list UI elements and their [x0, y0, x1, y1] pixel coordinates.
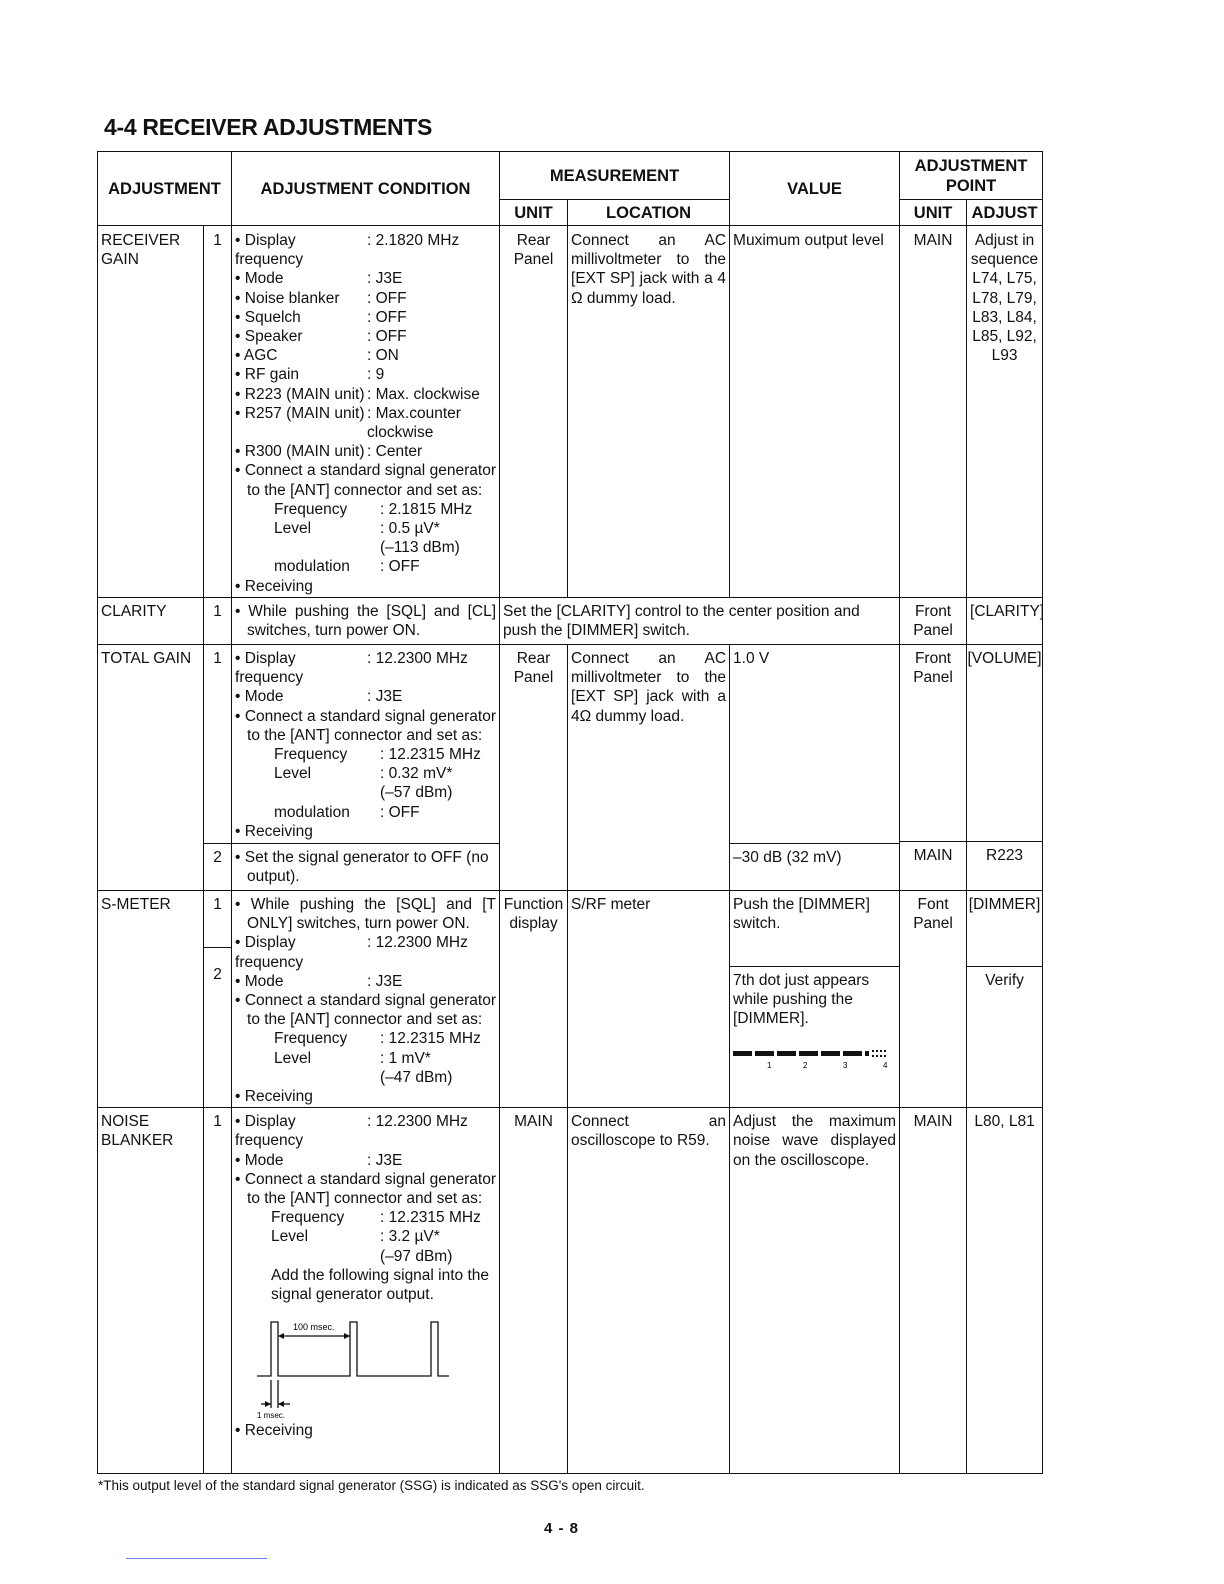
- value: Adjust the maximum noise wave displayed on the oscilloscope.: [730, 1108, 900, 1474]
- adjustment-condition: • While pushing the [SQL] and [T ONLY] switches, turn power ON. • Display frequency : 12.2300 MHz • Mode : J3E • Connect a standard signal generator to the [ANT] connector and set as: Frequency : 12.2315 MHz Level : 1 mV* (–47 dBm) • Receiving: [232, 891, 500, 1108]
- adjustment-condition: • Display frequency : 12.2300 MHz • Mode : J3E • Connect a standard signal generator to the [ANT] connector and set as: Frequency : 12.2315 MHz Level : 0.32 mV* (–57 dBm) modulation : OFF • Receiving: [232, 645, 500, 844]
- value: Muximum output level: [730, 226, 900, 598]
- receiver-adjustments-table: [97, 151, 1043, 1474]
- measurement-location: S/RF meter: [568, 891, 730, 1108]
- measurement-unit: Rear Panel: [500, 645, 568, 891]
- s-meter-dots-icon: [733, 1047, 889, 1071]
- adjustment-unit: MAIN: [900, 1108, 967, 1474]
- adjustment-unit: Front Panel: [900, 645, 966, 842]
- step-number: 2: [213, 966, 222, 983]
- adjustment-name: TOTAL GAIN: [98, 645, 204, 891]
- adjustment-point: Adjust in sequence L74, L75, L78, L79, L83, L84, L85, L92, L93: [967, 226, 1043, 598]
- adjustment-unit: MAIN: [913, 847, 953, 864]
- adjustment-point: [DIMMER]: [967, 891, 1042, 967]
- adjustment-unit-cell: [900, 645, 967, 891]
- adjustment-condition: • While pushing the [SQL] and [CL] switches, turn power ON.: [232, 598, 500, 645]
- measurement-location: Connect an oscilloscope to R59.: [568, 1108, 730, 1474]
- adjustment-point: [CLARITY]: [967, 598, 1043, 645]
- pulse-interval-label: 100 msec.: [293, 1322, 335, 1333]
- table-row: [98, 891, 1043, 1108]
- adjustment-unit: Font Panel: [900, 891, 967, 1108]
- value: Push the [DIMMER] switch.: [730, 891, 899, 967]
- measurement-instruction: Set the [CLARITY] control to the center position and push the [DIMMER] switch.: [500, 598, 900, 645]
- adjustment-condition: • Display frequency : 2.1820 MHz • Mode : J3E • Noise blanker : OFF • Squelch : OFF • Speaker : OFF • AGC : ON • RF gain : 9 • R223 (MAIN unit) : Max. clockwise • R257 (MAIN unit) : Max.counter clockwise • R300 (MAIN unit) : Center • Connect a standard signal generator to the [ANT] connector and set as: Frequency : 2.1815 MHz Level : 0.5 µV* (–113 dBm) modulation : OFF • Receiving: [232, 226, 500, 598]
- table-row: [98, 1108, 1043, 1474]
- step-number: 2: [204, 844, 232, 891]
- measurement-location: Connect an AC millivoltmeter to the [EXT SP] jack with a 4 Ω dummy load.: [568, 226, 730, 598]
- meter-scale-1: 1: [767, 1060, 772, 1070]
- step-number-cell: [204, 891, 232, 1108]
- step-number: 1: [204, 645, 232, 844]
- header-location: LOCATION: [568, 200, 730, 226]
- value: –30 dB (32 mV): [730, 844, 900, 891]
- header-measurement: MEASUREMENT: [500, 152, 730, 200]
- adjustment-point: L80, L81: [967, 1108, 1043, 1474]
- adjustment-unit: MAIN: [900, 226, 967, 598]
- divider: [126, 1558, 267, 1559]
- measurement-unit: MAIN: [500, 1108, 568, 1474]
- header-unit: UNIT: [500, 200, 568, 226]
- table-row: [98, 645, 1043, 844]
- pulse-waveform-diagram: [235, 1314, 465, 1421]
- meter-scale-3: 3: [843, 1060, 848, 1070]
- adjustment-point-cell: [967, 891, 1043, 1108]
- adjustment-condition: • Set the signal generator to OFF (no output).: [232, 844, 500, 891]
- header-adjustment-point: ADJUSTMENT POINT: [900, 152, 1043, 200]
- adjustment-point: [VOLUME]: [967, 645, 1042, 842]
- value-cell: [730, 891, 900, 1108]
- table-row: [98, 598, 1043, 645]
- meter-scale-2: 2: [803, 1060, 808, 1070]
- header-condition: ADJUSTMENT CONDITION: [232, 152, 500, 226]
- adjustment-unit: Front Panel: [900, 598, 967, 645]
- header-adjustment: ADJUSTMENT: [98, 152, 232, 226]
- adjustment-point: Verify: [985, 972, 1024, 989]
- page-title: 4-4 RECEIVER ADJUSTMENTS: [104, 114, 433, 140]
- step-number: 1: [204, 1108, 232, 1474]
- table-row: [98, 226, 1043, 598]
- step-number: 1: [204, 598, 232, 645]
- measurement-unit: Function display: [500, 891, 568, 1108]
- adjustment-condition: • Display frequency : 12.2300 MHz • Mode : J3E • Connect a standard signal generator to the [ANT] connector and set as: Frequency : 12.2315 MHz Level : 3.2 µV* (–97 dBm) Add the following signal into the signal generator output. 100 msec. 1 msec. • Receiving: [232, 1108, 500, 1474]
- footnote: *This output level of the standard signal generator (SSG) is indicated as SSG's open circuit.: [98, 1478, 645, 1493]
- adjustment-name: S-METER: [98, 891, 204, 1108]
- measurement-unit: Rear Panel: [500, 226, 568, 598]
- adjustment-point: R223: [986, 847, 1024, 864]
- step-number: 1: [204, 891, 231, 948]
- header-value: VALUE: [730, 152, 900, 226]
- value: 1.0 V: [730, 645, 900, 844]
- adjustment-name: CLARITY: [98, 598, 204, 645]
- measurement-location: Connect an AC millivoltmeter to the [EXT SP] jack with a 4Ω dummy load.: [568, 645, 730, 891]
- adjustment-name: RECEIVER GAIN: [98, 226, 204, 598]
- page-number: 4 - 8: [544, 1520, 580, 1537]
- meter-scale-4: 4: [883, 1060, 888, 1070]
- step-number: 1: [204, 226, 232, 598]
- adjustment-name: NOISE BLANKER: [98, 1108, 204, 1474]
- header-adjust: ADJUST: [967, 200, 1043, 226]
- value: 7th dot just appears while pushing the [DIMMER]. 1 2 3 4: [733, 972, 888, 1070]
- adjustment-point-cell: [967, 645, 1043, 891]
- header-adj-unit: UNIT: [900, 200, 967, 226]
- pulse-width-label: 1 msec.: [257, 1411, 286, 1421]
